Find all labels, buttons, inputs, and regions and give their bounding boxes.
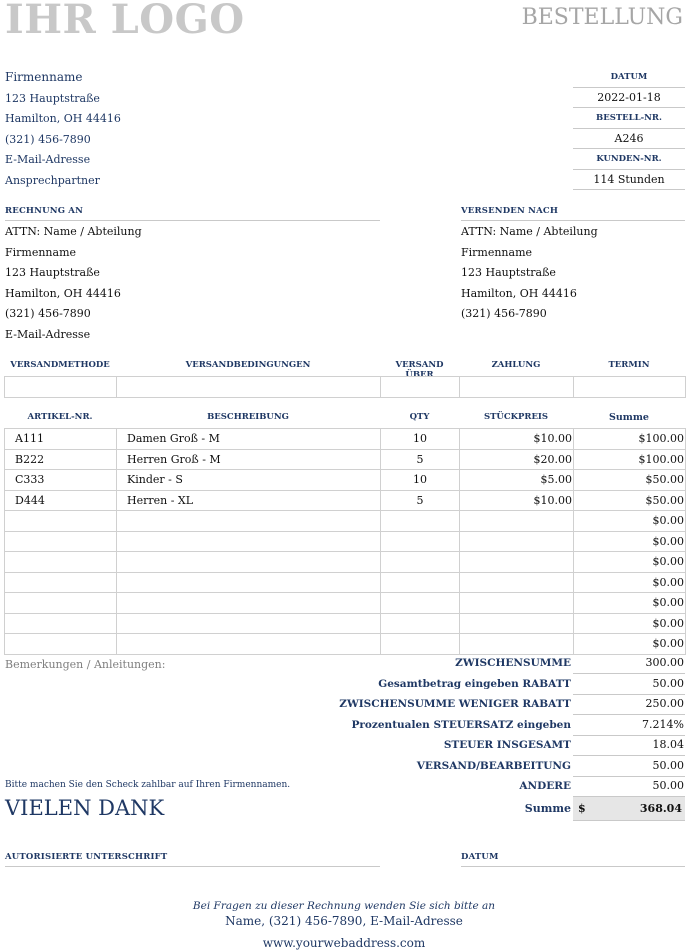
item-number-cell[interactable]: D444 bbox=[5, 490, 117, 511]
line-total-cell: $100.00 bbox=[574, 449, 686, 470]
qty-cell[interactable]: 10 bbox=[381, 429, 460, 450]
payment-cell[interactable] bbox=[460, 377, 574, 398]
unit-price-cell[interactable] bbox=[460, 511, 574, 532]
bill-to-email: E-Mail-Adresse bbox=[5, 328, 91, 341]
item-number-cell[interactable] bbox=[5, 634, 117, 655]
discount-value[interactable]: 50.00 bbox=[573, 674, 685, 695]
line-total-cell: $50.00 bbox=[574, 470, 686, 491]
description-header: BESCHREIBUNG bbox=[207, 412, 289, 422]
line-total-cell: $50.00 bbox=[574, 490, 686, 511]
table-row bbox=[5, 634, 686, 655]
table-row bbox=[5, 572, 686, 593]
description-cell[interactable] bbox=[117, 511, 381, 532]
qty-cell[interactable]: 10 bbox=[381, 470, 460, 491]
description-cell[interactable]: Damen Groß - M bbox=[117, 429, 381, 450]
company-logo: IHR LOGO bbox=[5, 0, 245, 43]
unit-price-cell[interactable] bbox=[460, 593, 574, 614]
date-value: 2022-01-18 bbox=[573, 88, 685, 109]
table-row bbox=[5, 470, 686, 491]
order-meta-table bbox=[573, 67, 685, 190]
shipping-method-cell[interactable] bbox=[5, 377, 117, 398]
company-city: Hamilton, OH 44416 bbox=[5, 112, 121, 125]
line-total-cell: $0.00 bbox=[574, 552, 686, 573]
table-row bbox=[5, 531, 686, 552]
description-cell[interactable] bbox=[117, 593, 381, 614]
line-total-cell: $0.00 bbox=[574, 613, 686, 634]
unit-price-cell[interactable] bbox=[460, 613, 574, 634]
company-contact: Ansprechpartner bbox=[5, 174, 100, 187]
total-tax-value: 18.04 bbox=[573, 735, 685, 756]
item-number-cell[interactable] bbox=[5, 593, 117, 614]
shipping-handling-label: VERSAND/BEARBEITUNG bbox=[416, 760, 571, 772]
line-total-header: Summe bbox=[609, 412, 649, 423]
unit-price-cell[interactable]: $10.00 bbox=[460, 490, 574, 511]
description-cell[interactable]: Herren - XL bbox=[117, 490, 381, 511]
table-row bbox=[5, 613, 686, 634]
description-cell[interactable] bbox=[117, 634, 381, 655]
unit-price-header: STÜCKPREIS bbox=[483, 412, 549, 422]
ship-via-cell[interactable] bbox=[381, 377, 460, 398]
thank-you-text: VIELEN DANK bbox=[5, 796, 165, 820]
line-total-cell: $0.00 bbox=[574, 572, 686, 593]
payment-header: ZAHLUNG bbox=[491, 360, 541, 370]
description-cell[interactable] bbox=[117, 572, 381, 593]
qty-cell[interactable] bbox=[381, 593, 460, 614]
item-number-cell[interactable] bbox=[5, 511, 117, 532]
qty-cell[interactable]: 5 bbox=[381, 449, 460, 470]
description-cell[interactable] bbox=[117, 531, 381, 552]
grand-total-box bbox=[573, 797, 685, 821]
shipping-terms-header: VERSANDBEDINGUNGEN bbox=[185, 360, 311, 370]
qty-cell[interactable] bbox=[381, 552, 460, 573]
line-total-cell: $100.00 bbox=[574, 429, 686, 450]
qty-cell[interactable] bbox=[381, 613, 460, 634]
subtotal-value: 300.00 bbox=[573, 653, 685, 674]
table-row bbox=[5, 449, 686, 470]
total-tax-label: STEUER INSGESAMT bbox=[443, 739, 571, 751]
table-row bbox=[5, 429, 686, 450]
line-total-cell: $0.00 bbox=[574, 634, 686, 655]
ship-to-company: Firmenname bbox=[461, 246, 533, 259]
unit-price-cell[interactable] bbox=[460, 552, 574, 573]
shipping-method-header: VERSANDMETHODE bbox=[10, 360, 110, 370]
table-row bbox=[5, 593, 686, 614]
grand-total-currency: $ bbox=[578, 802, 586, 815]
qty-cell[interactable] bbox=[381, 531, 460, 552]
discount-label: Gesamtbetrag eingeben RABATT bbox=[378, 678, 571, 690]
unit-price-cell[interactable] bbox=[460, 634, 574, 655]
ship-to-street: 123 Hauptstraße bbox=[461, 266, 556, 279]
company-street: 123 Hauptstraße bbox=[5, 92, 100, 105]
order-number-label: BESTELL-NR. bbox=[573, 108, 685, 129]
table-row bbox=[5, 552, 686, 573]
item-number-cell[interactable] bbox=[5, 531, 117, 552]
shipping-info-table bbox=[4, 376, 686, 398]
bill-to-company: Firmenname bbox=[5, 246, 77, 259]
qty-cell[interactable] bbox=[381, 511, 460, 532]
item-number-cell[interactable]: B222 bbox=[5, 449, 117, 470]
shipping-info-row bbox=[5, 377, 686, 398]
description-cell[interactable] bbox=[117, 613, 381, 634]
qty-header: QTY bbox=[409, 412, 430, 422]
bill-to-attn: ATTN: Name / Abteilung bbox=[5, 225, 142, 238]
line-total-cell: $0.00 bbox=[574, 593, 686, 614]
subtotal-less-discount-label: ZWISCHENSUMME WENIGER RABATT bbox=[339, 698, 571, 710]
unit-price-cell[interactable]: $20.00 bbox=[460, 449, 574, 470]
other-value[interactable]: 50.00 bbox=[573, 776, 685, 797]
description-cell[interactable]: Kinder - S bbox=[117, 470, 381, 491]
line-total-cell: $0.00 bbox=[574, 511, 686, 532]
tax-rate-label: Prozentualen STEUERSATZ eingeben bbox=[351, 719, 571, 731]
qty-cell[interactable] bbox=[381, 572, 460, 593]
line-total-cell: $0.00 bbox=[574, 531, 686, 552]
items-table bbox=[4, 428, 686, 655]
cheque-note: Bitte machen Sie den Scheck zahlbar auf Ihren Firmennamen. bbox=[5, 780, 291, 790]
qty-cell[interactable] bbox=[381, 634, 460, 655]
date-label: DATUM bbox=[573, 67, 685, 88]
document-title: BESTELLUNG bbox=[521, 5, 683, 30]
bill-to-street: 123 Hauptstraße bbox=[5, 266, 100, 279]
shipping-terms-cell[interactable] bbox=[117, 377, 381, 398]
signature-label: AUTORISIERTE UNTERSCHRIFT bbox=[5, 852, 380, 867]
qty-cell[interactable]: 5 bbox=[381, 490, 460, 511]
grand-total-value: 368.04 bbox=[639, 802, 682, 815]
company-name: Firmenname bbox=[5, 70, 83, 84]
item-number-cell[interactable] bbox=[5, 613, 117, 634]
item-number-cell[interactable]: A111 bbox=[5, 429, 117, 450]
grand-total-label: Summe bbox=[524, 802, 571, 815]
bill-to-phone: (321) 456-7890 bbox=[5, 307, 91, 320]
ship-to-heading: VERSENDEN NACH bbox=[461, 206, 685, 221]
footer-contact-details: Name, (321) 456-7890, E-Mail-Adresse bbox=[225, 914, 463, 928]
company-phone: (321) 456-7890 bbox=[5, 133, 91, 146]
other-label: ANDERE bbox=[519, 780, 571, 792]
ship-to-city: Hamilton, OH 44416 bbox=[461, 287, 577, 300]
footer-website[interactable]: www.yourwebaddress.com bbox=[262, 936, 426, 950]
order-number-value: A246 bbox=[573, 129, 685, 150]
item-number-header: ARTIKEL-NR. bbox=[27, 412, 93, 422]
item-number-cell[interactable] bbox=[5, 572, 117, 593]
unit-price-cell[interactable] bbox=[460, 572, 574, 593]
bill-to-heading: RECHNUNG AN bbox=[5, 206, 380, 221]
due-date-cell[interactable] bbox=[574, 377, 686, 398]
subtotal-less-discount-value: 250.00 bbox=[573, 694, 685, 715]
item-number-cell[interactable] bbox=[5, 552, 117, 573]
table-row bbox=[5, 490, 686, 511]
customer-number-value: 114 Stunden bbox=[573, 170, 685, 191]
ship-to-phone: (321) 456-7890 bbox=[461, 307, 547, 320]
item-number-cell[interactable]: C333 bbox=[5, 470, 117, 491]
ship-to-attn: ATTN: Name / Abteilung bbox=[461, 225, 598, 238]
description-cell[interactable] bbox=[117, 552, 381, 573]
remarks-label: Bemerkungen / Anleitungen: bbox=[5, 658, 166, 671]
subtotal-label: ZWISCHENSUMME bbox=[455, 657, 571, 669]
unit-price-cell[interactable]: $5.00 bbox=[460, 470, 574, 491]
unit-price-cell[interactable]: $10.00 bbox=[460, 429, 574, 450]
bill-to-city: Hamilton, OH 44416 bbox=[5, 287, 121, 300]
signature-date-label: DATUM bbox=[461, 852, 685, 867]
tax-rate-value[interactable]: 7.214% bbox=[573, 715, 685, 736]
table-row bbox=[5, 511, 686, 532]
due-date-header: TERMIN bbox=[608, 360, 650, 370]
customer-number-label: KUNDEN-NR. bbox=[573, 149, 685, 170]
description-cell[interactable]: Herren Groß - M bbox=[117, 449, 381, 470]
unit-price-cell[interactable] bbox=[460, 531, 574, 552]
ship-via-header: VERSAND ÜBER bbox=[395, 360, 444, 380]
footer-contact-intro: Bei Fragen zu dieser Rechnung wenden Sie sich bitte an bbox=[192, 900, 496, 912]
shipping-handling-value[interactable]: 50.00 bbox=[573, 756, 685, 777]
company-email: E-Mail-Adresse bbox=[5, 153, 91, 166]
